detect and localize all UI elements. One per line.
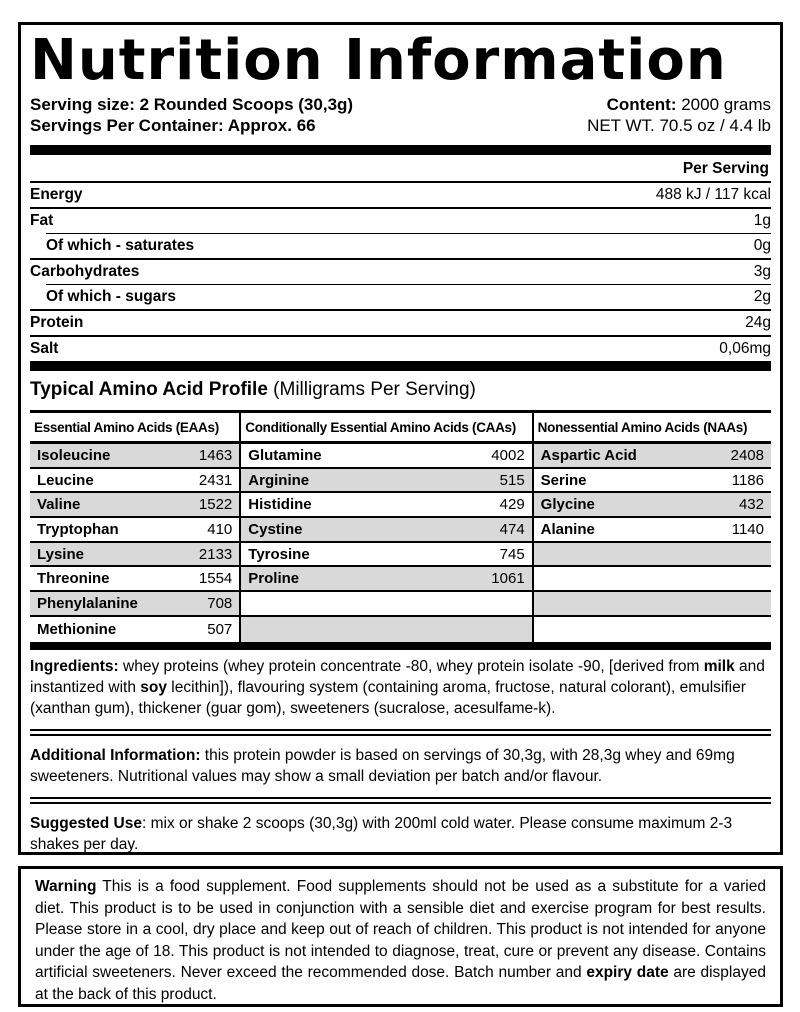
amino-value: 1554: [198, 570, 233, 588]
amino-profile-title: [30, 378, 771, 402]
amino-column: [532, 413, 771, 642]
amino-column-header: Essential Amino Acids (EAAs): [30, 413, 239, 444]
amino-name: Valine: [37, 496, 81, 514]
thick-divider-bar: [30, 145, 771, 155]
amino-row: [241, 543, 531, 568]
amino-row: [241, 518, 531, 543]
nutrient-value: 0,06mg: [719, 340, 771, 357]
suggested-use-text: [30, 813, 771, 855]
serving-info-left: [30, 94, 353, 136]
amino-row: [30, 592, 239, 617]
amino-column-header: Conditionally Essential Amino Acids (CAAs): [241, 413, 531, 444]
nutrient-label: Salt: [30, 340, 59, 357]
amino-name: Cystine: [248, 520, 303, 538]
amino-row-empty: [241, 617, 531, 642]
additional-information-text: [30, 745, 771, 787]
amino-name: Tryptophan: [37, 520, 119, 538]
amino-name: Aspartic Acid: [540, 446, 637, 464]
bold-text-segment: expiry date: [586, 964, 669, 981]
amino-value: 1463: [198, 446, 233, 464]
amino-name: Serine: [540, 471, 587, 489]
amino-row: [534, 444, 771, 469]
text-segment: This is a food supplement. Food supplements should not be used as a substitute for a varied diet. This product is to be used in conjunction with a sensible diet and exercise program for best results. Please store in a cool, dry place and keep out of reach of children. This product is not intended for anyone under the age of 18. This product is not intended to diagnose, treat, cure or prevent any disease. Contains artificial sweeteners. Never exceed the recommended dose. Batch number and: [35, 878, 766, 981]
amino-name: Leucine: [37, 471, 94, 489]
nutrient-value: 0g: [753, 237, 771, 254]
amino-value: 1522: [198, 496, 233, 514]
nutrition-row: [30, 183, 771, 207]
text-segment: lecithin]), flavouring system (containing aroma, fructose, natural colorant), emulsifier (xanthan gum), thickener (guar gom), sweeteners (sucralose, acesulfame-k).: [30, 678, 746, 717]
amino-row: [30, 444, 239, 469]
warning-text: [35, 876, 766, 1005]
amino-value: 1140: [731, 520, 764, 538]
content-amount-text: [587, 94, 771, 115]
bold-text-segment: milk: [703, 657, 735, 675]
content-label: Content:: [606, 95, 677, 114]
amino-name: Threonine: [37, 570, 110, 588]
amino-row-empty: [534, 543, 771, 568]
amino-row-empty: [534, 617, 771, 642]
warning-panel: [18, 866, 783, 1007]
amino-table-bottom-bar: [30, 642, 771, 650]
amino-name: Lysine: [37, 545, 84, 563]
amino-value: 429: [499, 496, 525, 514]
content-value: 2000 grams: [676, 95, 771, 114]
amino-column: [239, 413, 531, 642]
amino-row: [30, 543, 239, 568]
bold-text-segment: Suggested Use: [30, 814, 142, 832]
amino-value: 507: [207, 620, 233, 638]
amino-acid-table: [30, 410, 771, 642]
section-divider: [30, 729, 771, 736]
nutrient-value: 1g: [753, 212, 771, 229]
nutrition-label-panel: [18, 22, 783, 855]
amino-column: [30, 413, 239, 642]
nutrient-value: 24g: [745, 314, 771, 331]
amino-value: 2408: [730, 446, 764, 464]
amino-value: 474: [499, 520, 525, 538]
per-serving-header: Per Serving: [682, 160, 769, 177]
amino-row: [30, 567, 239, 592]
amino-name: Tyrosine: [248, 545, 310, 563]
nutrition-row: [30, 337, 771, 361]
nutrition-facts-table: [30, 183, 771, 361]
nutrition-row: [30, 285, 771, 309]
nutrition-row: [30, 311, 771, 335]
amino-value: 2431: [198, 471, 233, 489]
bold-text-segment: Additional Information:: [30, 746, 201, 764]
serving-info-right: [587, 94, 771, 136]
nutrient-label: Protein: [30, 314, 84, 331]
nutrient-value: 488 kJ / 117 kcal: [655, 186, 771, 203]
serving-size-text: Serving size: 2 Rounded Scoops (30,3g): [30, 95, 354, 114]
amino-row: [30, 469, 239, 494]
amino-profile-title-subtitle: (Milligrams Per Serving): [267, 379, 476, 400]
nutrition-row: [30, 260, 771, 284]
text-segment: this protein powder is based on servings of 30,3g, with 28,3g whey and 69mg sweeteners. Nutritional values may show a small deviation per batch and/or flavour.: [30, 746, 735, 785]
amino-value: 410: [207, 520, 233, 538]
amino-row: [241, 567, 531, 592]
amino-name: Methionine: [37, 620, 117, 638]
nutrient-value: 3g: [753, 263, 771, 280]
amino-row: [534, 493, 771, 518]
amino-name: Glutamine: [248, 446, 322, 464]
net-weight-text: NET WT. 70.5 oz / 4.4 lb: [587, 116, 771, 135]
amino-value: 1061: [491, 570, 525, 588]
amino-row: [534, 518, 771, 543]
bold-text-segment: Warning: [35, 878, 97, 895]
text-segment: are displayed at the back of this product.: [35, 964, 766, 1003]
amino-name: Isoleucine: [37, 446, 111, 464]
amino-row: [241, 493, 531, 518]
amino-value: 2133: [198, 545, 233, 563]
section-divider: [30, 797, 771, 804]
amino-row: [241, 469, 531, 494]
amino-value: 1186: [731, 471, 764, 489]
ingredients-text: [30, 656, 771, 719]
nutrient-label: Energy: [30, 186, 83, 203]
nutrient-label: Fat: [30, 212, 54, 229]
nutrient-label: Of which - saturates: [46, 237, 195, 254]
amino-value: 515: [499, 471, 525, 489]
amino-name: Arginine: [248, 471, 310, 489]
amino-row-empty: [534, 592, 771, 617]
text-segment: : mix or shake 2 scoops (30,3g) with 200ml cold water. Please consume maximum 2-3 shakes per day.: [30, 814, 733, 853]
text-segment: whey proteins (whey protein concentrate -80, whey protein isolate -90, [derived from: [118, 657, 704, 675]
amino-value: 708: [207, 594, 233, 612]
text-segment: and instantized with: [30, 657, 765, 696]
amino-row: [30, 617, 239, 642]
amino-row: [30, 518, 239, 543]
bold-text-segment: Ingredients:: [30, 657, 119, 675]
amino-row: [241, 444, 531, 469]
thick-divider-bar: [30, 361, 771, 371]
amino-row-empty: [534, 567, 771, 592]
amino-name: Histidine: [248, 496, 312, 514]
nutrient-label: Of which - sugars: [46, 288, 177, 305]
amino-value: 4002: [491, 446, 525, 464]
nutrition-row: [30, 234, 771, 258]
page-title: Nutrition Information: [30, 28, 727, 93]
amino-value: 432: [738, 496, 764, 514]
amino-row: [30, 493, 239, 518]
servings-per-container-text: Servings Per Container: Approx. 66: [30, 116, 316, 135]
nutrient-label: Carbohydrates: [30, 263, 140, 280]
amino-name: Glycine: [540, 496, 595, 514]
amino-name: Alanine: [540, 520, 595, 538]
serving-info-row: [30, 94, 771, 136]
amino-name: Phenylalanine: [37, 594, 138, 612]
amino-value: 745: [499, 545, 525, 563]
amino-name: Proline: [248, 570, 300, 588]
amino-column-header: Nonessential Amino Acids (NAAs): [534, 413, 771, 444]
nutrient-value: 2g: [753, 288, 771, 305]
nutrition-row: [30, 209, 771, 233]
amino-profile-title-bold: Typical Amino Acid Profile: [30, 379, 268, 400]
amino-row-empty: [241, 592, 531, 617]
amino-row: [534, 469, 771, 494]
bold-text-segment: soy: [140, 678, 167, 696]
